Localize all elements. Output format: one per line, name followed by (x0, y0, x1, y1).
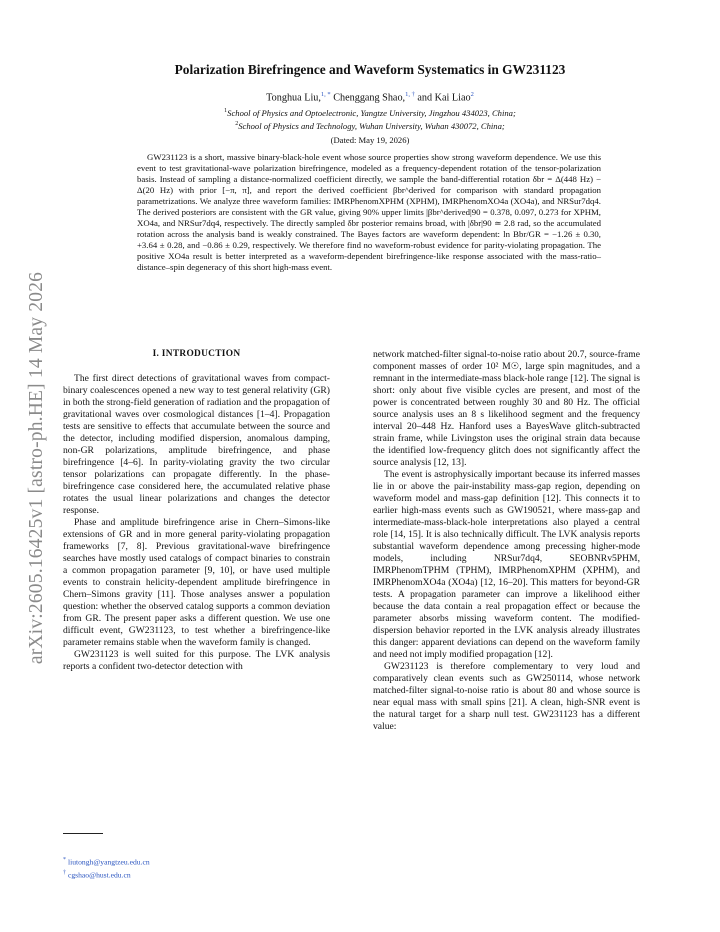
abstract: GW231123 is a short, massive binary-black-hole event whose source properties show strong waveform dependence. We use this event to test gravitational-wave polarization birefringence, modeled as a frequency-dependent rotation of the tensor-polarization basis. Instead of sampling a distance-normalized coefficient directly, we sample the band-differential rotation δbr = Δ(448 Hz) − Δ(20 Hz) with prior [−π, π], and report the derived coefficient βbr^derived for comparison with standard propagation parametrizations. We analyze three waveform families: IMRPhenomXPHM (XPHM), IMRPhenomXO4a (XO4a), and NRSur7dq4. The derived posteriors are consistent with the GR value, giving 90% upper limits |βbr^derived|90 = 0.378, 0.097, 0.273 for XPHM, XO4a, and NRSur7dq4, respectively. The directly sampled δbr posterior remains broad, with |δbr|90 ≃ 2.8 rad, so the accumulated rotation across the analysis band is weakly constrained. The Bayes factors are waveform dependent: ln Bbr/GR = −1.26 ± 0.30, +3.64 ± 0.28, and −0.86 ± 0.29, respectively. We therefore find no waveform-robust evidence for parity-violating propagation. The positive XO4a result is better interpreted as a waveform-dependent birefringence-like response associated with the mass-ratio–distance–spin degeneracy of this short high-mass event. (137, 152, 601, 272)
email-link[interactable]: cgshao@hust.edu.cn (68, 870, 131, 880)
left-column (63, 349, 330, 673)
author-name: and Kai Liao (417, 92, 471, 104)
footnotes (63, 855, 330, 880)
right-column (373, 349, 640, 733)
section-heading: I. INTRODUCTION (152, 349, 241, 359)
footnote-divider (63, 833, 103, 834)
date-line: (Dated: May 19, 2026) (330, 135, 410, 145)
author-name: Tonghua Liu, (266, 92, 321, 104)
author-affiliation-mark: 2 (470, 91, 474, 98)
author-affiliation-mark[interactable]: 1, * (320, 91, 331, 98)
arxiv-identifier-text: arXiv:2605.16425v1 [astro-ph.HE] 14 May 2026 (26, 271, 47, 665)
affiliation-line (100, 108, 640, 118)
footnote (63, 855, 330, 868)
footnote-mark: † (63, 869, 66, 876)
body-paragraph: The first direct detections of gravitational waves from compact-binary coalescences opened a new way to test general relativity (GR) in both the strong-field generation of radiation and the propagation of gravitational waves over cosmological distances [1–4]. Propagation tests are sensitive to effects that accumulate between the source and the detector, including modified dispersion, anomalous damping, non-GR polarizations, amplitude birefringence, and phase birefringence [4–6]. In parity-violating gravity the two circular tensor polarizations can propagate differently. In the phase-birefringence case considered here, the accumulated relative phase rotates the usual linear polarizations and changes the detector response. (63, 373, 330, 516)
footnote (63, 868, 330, 881)
footnote-mark: * (63, 857, 66, 863)
body-paragraph: GW231123 is therefore complementary to very loud and comparatively clean events such as GW250114, whose network matched-filter signal-to-noise ratio is about 80 and whose source is near equal mass with small spins [21]. A clean, high-SNR event is the natural target for a sharp null test. GW231123 has a different value: (373, 661, 640, 732)
body-paragraph: GW231123 is well suited for this purpose. The LVK analysis reports a confident two-detector detection with (63, 649, 330, 672)
paper-title: Polarization Birefringence and Waveform Systematics in GW231123 (174, 62, 566, 77)
body-paragraph: The event is astrophysically important because its inferred masses lie in or above the pair-instability mass-gap region, depending on waveform model and mass-gap definition [12]. This connects it to earlier high-mass events such as GW190521, where mass-gap and intermediate-mass-black-hole interpretations also played a central role [14, 15]. It is also technically difficult. The LVK analysis reports substantial waveform dependence among precessing higher-mode models, including NRSur7dq4, SEOBNRv5PHM, IMRPhenomTPHM (TPHM), IMRPhenomXPHM (XPHM), and IMRPhenomXO4a (XO4a) [12, 16–20]. This matters for beyond-GR tests. A propagation parameter can improve a likelihood either because the data contain a real propagation effect or because the parameter absorbs missing waveform content. The modified-dispersion behavior reported in the LVK analysis already illustrates this danger: apparent deviations can depend on the waveform family and need not imply modified propagation [12]. (373, 469, 640, 660)
affiliation-text: School of Physics and Technology, Wuhan University, Wuhan 430072, China; (238, 121, 505, 131)
affiliation-line (100, 121, 640, 131)
body-paragraph: Phase and amplitude birefringence arise in Chern–Simons-like extensions of GR and in more general parity-violating propagation frameworks [7, 8]. Previous gravitational-wave birefringence searches have mostly used catalogs of compact binaries to constrain a common propagation parameter [9, 10], or have used multiple events to constrain helicity-dependent amplitude birefringence in Chern–Simons gravity [11]. Those analyses answer a population question: whether the observed catalog supports a common deviation from GR. The present paper asks a different question. We use one difficult event, GW231123, to test whether a birefringence-like parameter remains stable when the waveform family is changed. (63, 517, 330, 648)
arxiv-identifier-stamp (22, 228, 52, 708)
author-affiliation-mark[interactable]: 1, † (405, 91, 415, 98)
body-paragraph: network matched-filter signal-to-noise ratio about 20.7, source-frame component masses of order 10² M☉, large spin magnitudes, and a remnant in the intermediate-mass black-hole range [12]. The signal is short: only about five visible cycles are present, and most of the power is concentrated between roughly 30 and 80 Hz. The official source analysis uses an 8 s likelihood segment and the frequency interval 20–448 Hz. Hanford uses a BayesWave glitch-subtracted strain frame, while Livingston uses the original strain data because the identified low-frequency glitch does not significantly affect the source analysis [12, 13]. (373, 349, 640, 468)
affiliation-text: School of Physics and Optoelectronic, Yangtze University, Jingzhou 434023, China; (227, 108, 516, 118)
affiliation-number: 1 (224, 108, 228, 115)
author-list (100, 91, 640, 103)
affiliation-number: 2 (235, 121, 239, 128)
author-name: Chenggang Shao, (333, 92, 406, 104)
email-link[interactable]: liutongh@yangtzeu.edu.cn (68, 857, 150, 867)
